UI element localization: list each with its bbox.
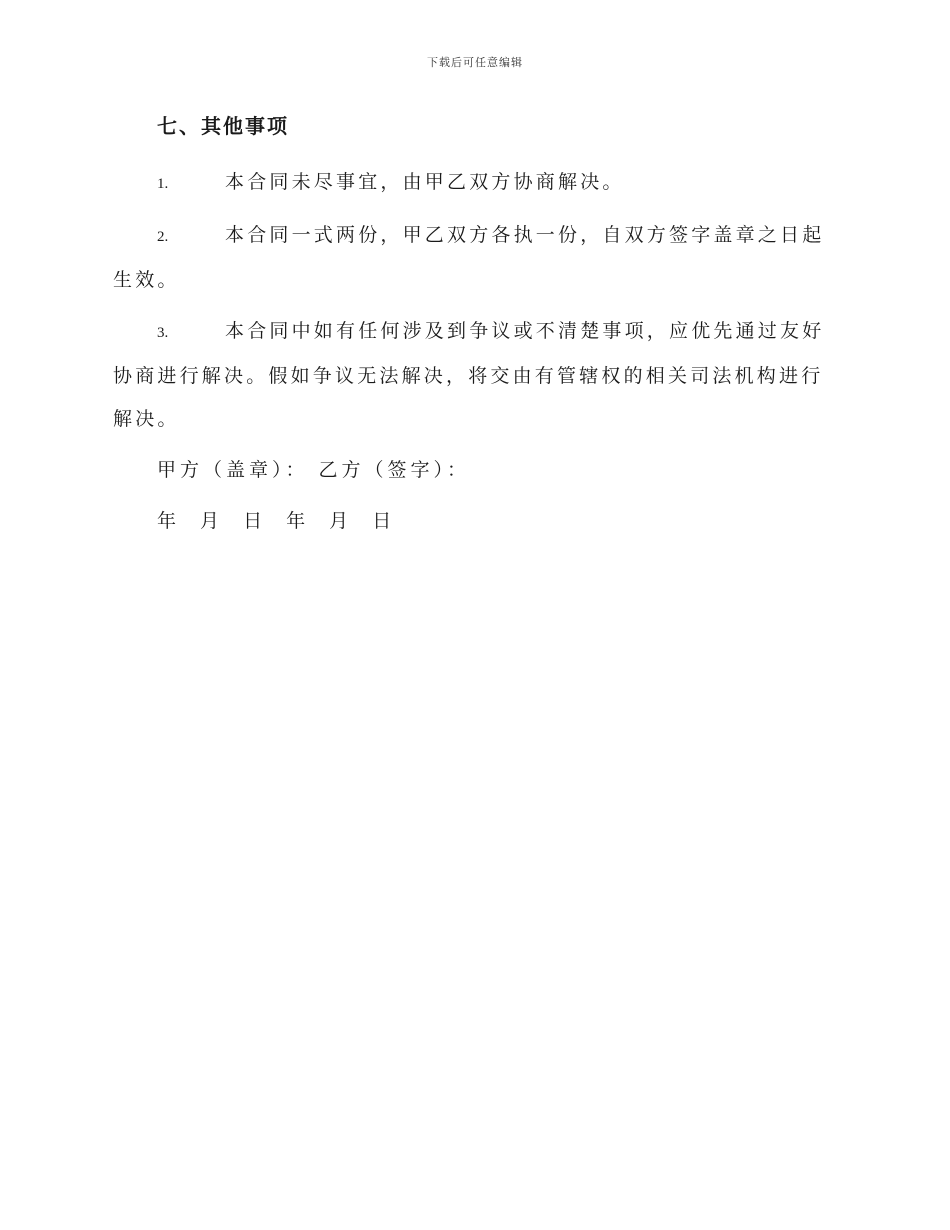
clause-number: 1. <box>157 176 169 192</box>
clause-2 <box>113 214 835 302</box>
clause-3 <box>113 310 835 441</box>
clause-text: 本合同未尽事宜，由甲乙双方协商解决。 <box>225 171 625 193</box>
clause-number: 2. <box>157 229 169 245</box>
section-title: 七、其他事项 <box>157 114 289 138</box>
date-line: 年 月 日 年 月 日 <box>157 510 401 532</box>
clause-text: 本合同中如有任何涉及到争议或不清楚事项，应优先通过友好协商进行解决。假如争议无法解决，将交由有管辖权的相关司法机构进行解决。 <box>113 320 825 430</box>
clause-number: 3. <box>157 325 169 341</box>
clause-text: 本合同一式两份，甲乙双方各执一份，自双方签字盖章之日起生效。 <box>113 224 825 291</box>
page-header-note: 下载后可任意编辑 <box>427 56 523 69</box>
signature-line: 甲方（盖章）： 乙方（签字）： <box>157 459 471 481</box>
clause-1 <box>113 161 835 206</box>
document-body <box>113 110 835 543</box>
